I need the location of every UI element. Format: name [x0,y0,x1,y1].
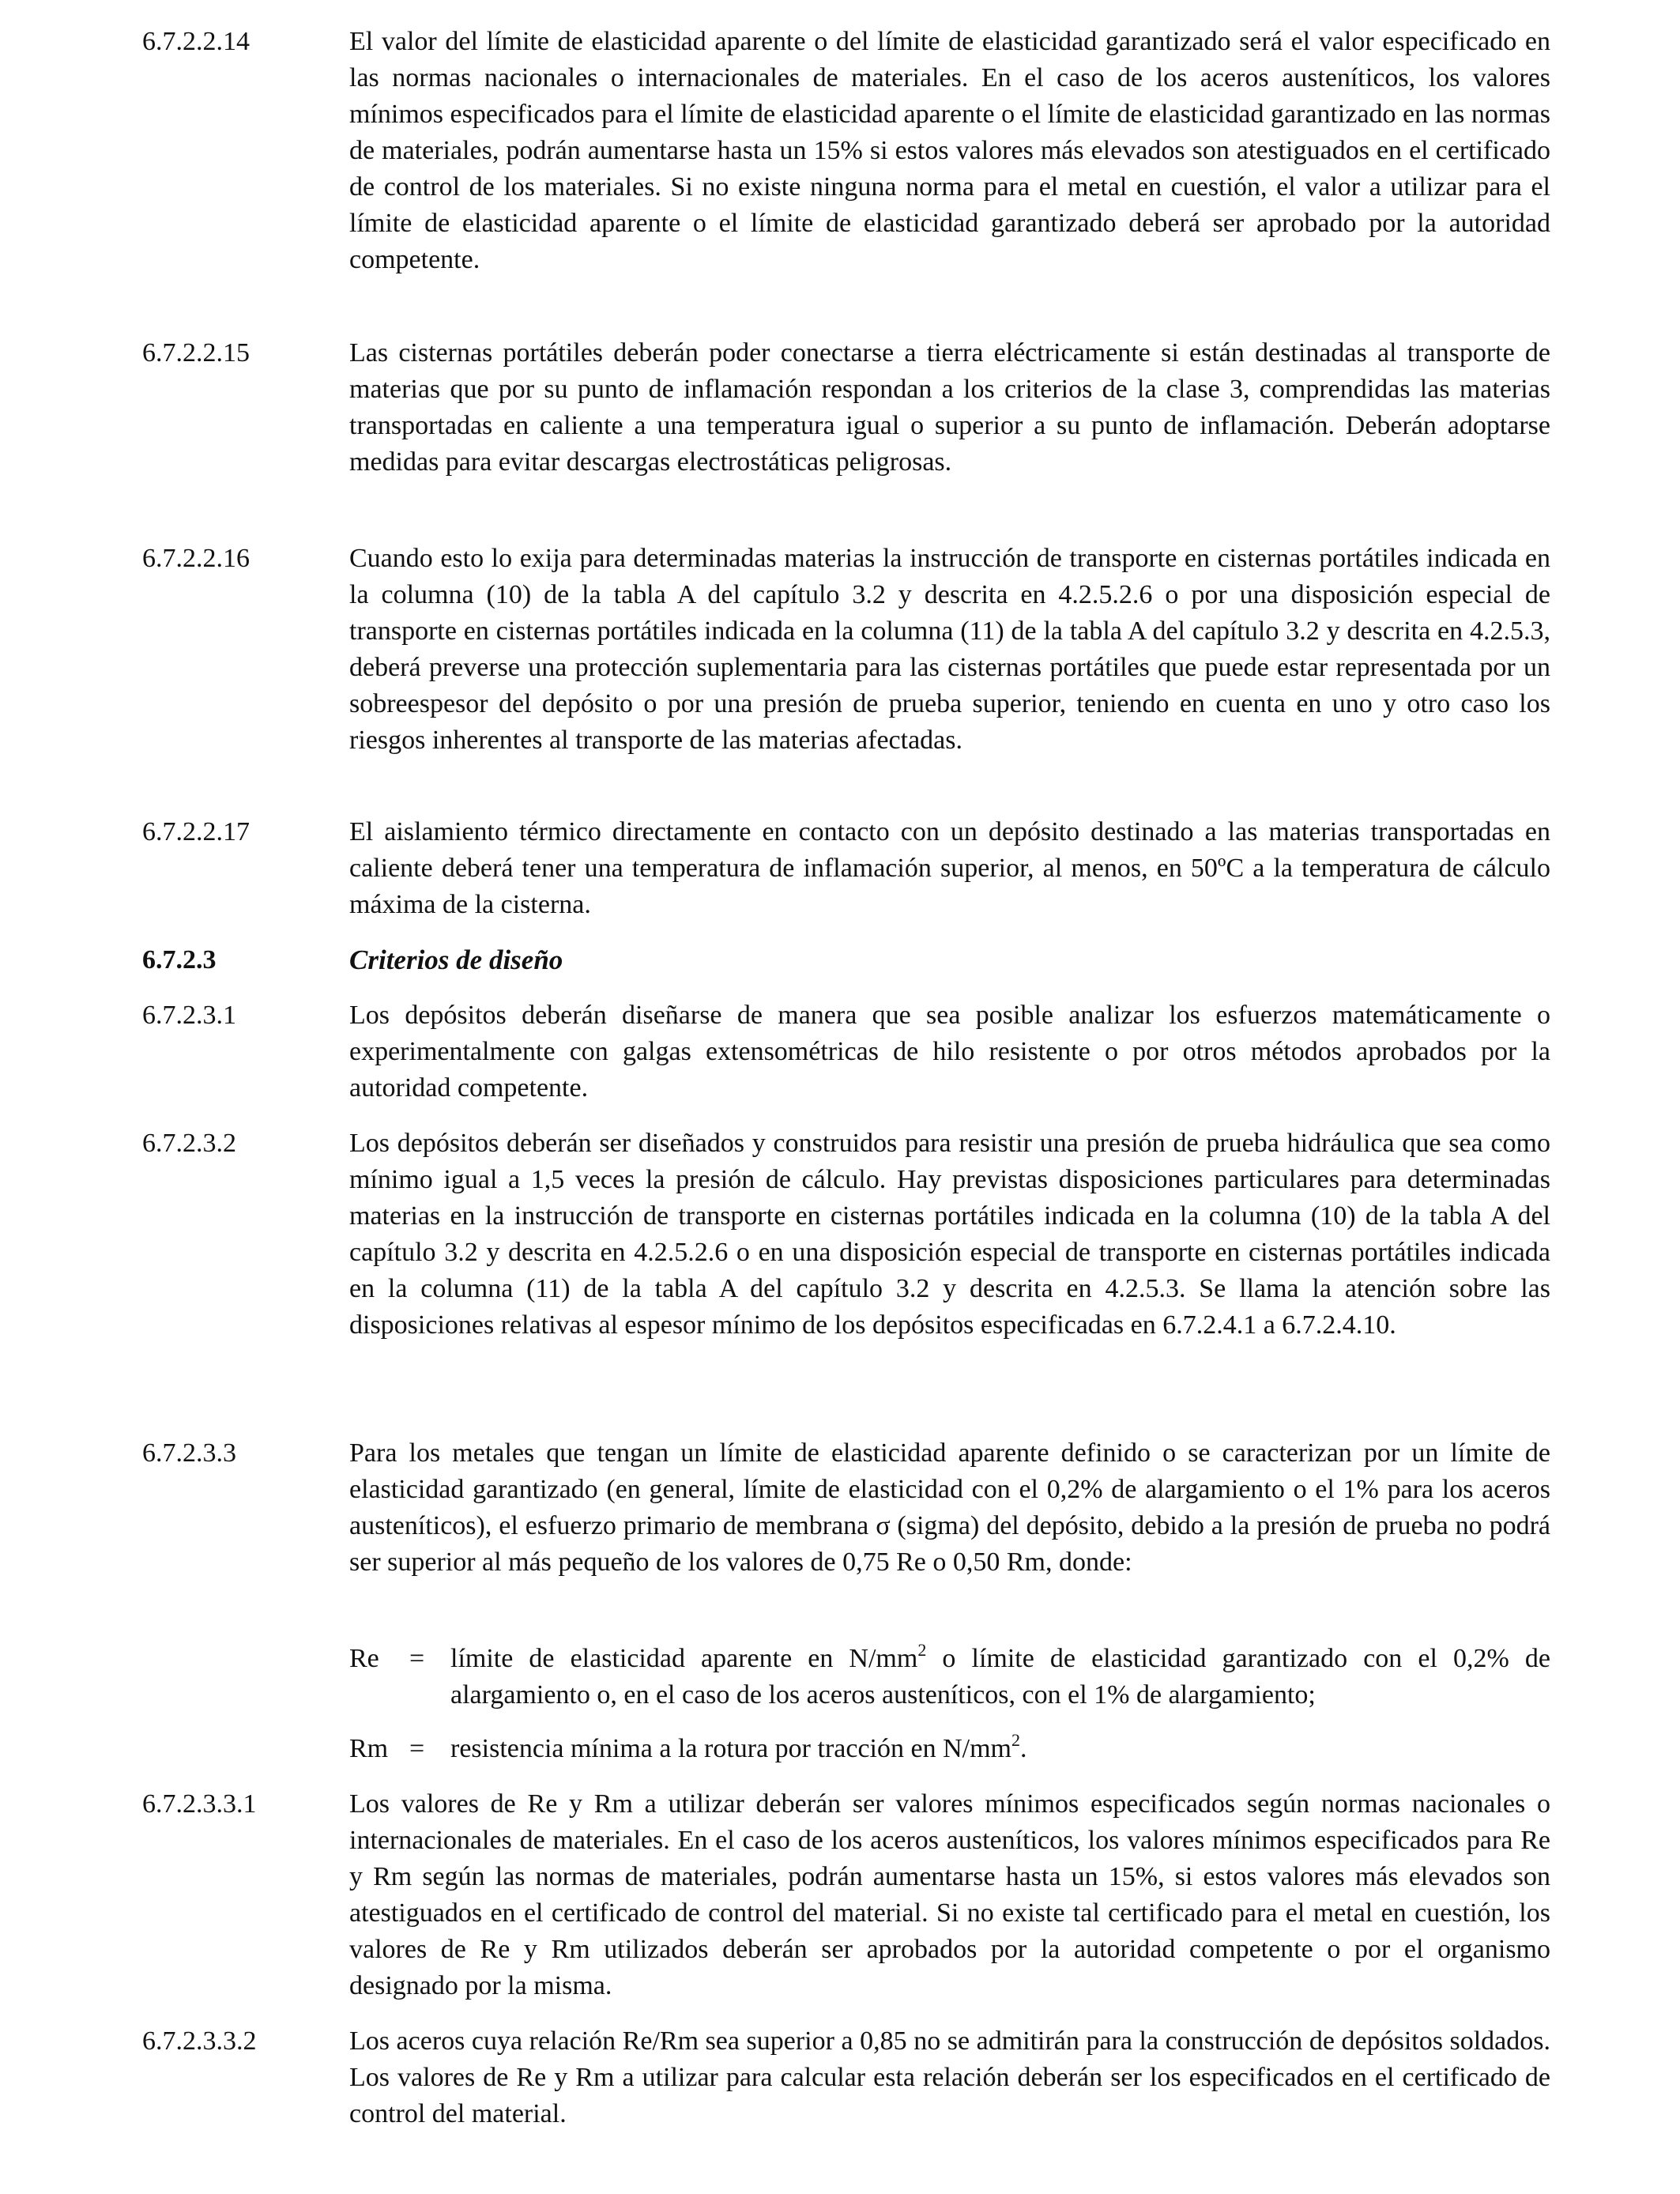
definition-equals: = [409,1734,425,1763]
paragraph-text: Para los metales que tengan un límite de elasticidad aparente definido o se caracterizan por un límite de elasticidad garantizado (en general, límite de elasticidad con el 0,2% de alargamiento o el 1% para los aceros austeníticos), el esfuerzo primario de membrana σ (sigma) del depósito, debido a la presión de prueba no podrá ser superior al más pequeño de los valores de 0,75 Re o 0,50 Rm, donde: [349,1438,1550,1577]
section-number: 6.7.2.3.2 [142,1129,236,1158]
paragraph-text: Las cisternas portátiles deberán poder conectarse a tierra eléctricamente si están destinadas al transporte de materias que por su punto de inflamación respondan a los criterios de la clase 3, comprendidas las materias transportadas en caliente a una temperatura igual o superior a su punto de inflamación. Deberán adoptarse medidas para evitar descargas electrostáticas peligrosas. [349,338,1550,477]
section-number: 6.7.2.2.17 [142,817,250,846]
paragraph-text: Cuando esto lo exija para determinadas materias la instrucción de transporte en cisternas portátiles indicada en la columna (10) de la tabla A del capítulo 3.2 y descrita en 4.2.5.2.6 o por una disposición especial de transporte en cisternas portátiles indicada en la columna (11) de la tabla A del capítulo 3.2 y descrita en 4.2.5.3, deberá preverse una protección suplementaria para las cisternas portátiles que puede estar representada por un sobreespesor del depósito o por una presión de prueba superior, teniendo en cuenta en uno y otro caso los riesgos inherentes al transporte de las materias afectadas. [349,544,1550,755]
section-number: 6.7.2.2.15 [142,338,250,368]
paragraph-text: El valor del límite de elasticidad aparente o del límite de elasticidad garantizado será el valor especificado en las normas nacionales o internacionales de materiales. En el caso de los aceros austeníticos, los valores mínimos especificados para el límite de elasticidad aparente o el límite de elasticidad garantizado en las normas de materiales, podrán aumentarse hasta un 15% si estos valores más elevados son atestiguados en el certificado de control de los materiales. Si no existe ninguna norma para el metal en cuestión, el valor a utilizar para el límite de elasticidad aparente o el límite de elasticidad garantizado deberá ser aprobado por la autoridad competente. [349,27,1550,274]
definition-text-part: o límite de elasticidad garantizado con el 0,2% de alargamiento o, en el caso de los aceros austeníticos, con el 1% de alargamiento; [450,1644,1550,1710]
definition-text-part: resistencia mínima a la rotura por tracción en N/mm [450,1734,1011,1763]
definition-text [450,1731,1550,1767]
section-number: 6.7.2.3 [142,945,217,974]
definition-text [450,1641,1550,1713]
definition-equals: = [409,1644,425,1673]
superscript: 2 [917,1640,927,1660]
section-number: 6.7.2.3.1 [142,1001,236,1030]
section-title: Criterios de diseño [349,944,563,975]
paragraph-text: Los valores de Re y Rm a utilizar deberán ser valores mínimos especificados según normas nacionales o internacionales de materiales. En el caso de los aceros austeníticos, los valores mínimos especificados para Re y Rm según las normas de materiales, podrán aumentarse hasta un 15%, si estos valores más elevados son atestiguados en el certificado de control del material. Si no existe tal certificado para el metal en cuestión, los valores de Re y Rm utilizados deberán ser aprobados por la autoridad competente o por el organismo designado por la misma. [349,1789,1550,2000]
superscript: 2 [1011,1730,1020,1750]
definition-term: Re [349,1644,379,1673]
paragraph-text: Los depósitos deberán ser diseñados y construidos para resistir una presión de prueba hidráulica que sea como mínimo igual a 1,5 veces la presión de cálculo. Hay previstas disposiciones particulares para determinadas materias en la instrucción de transporte en cisternas portátiles indicada en la columna (10) de la tabla A del capítulo 3.2 y descrita en 4.2.5.2.6 o en una disposición especial de transporte en cisternas portátiles indicada en la columna (11) de la tabla A del capítulo 3.2 y descrita en 4.2.5.3. Se llama la atención sobre las disposiciones relativas al espesor mínimo de los depósitos especificadas en 6.7.2.4.1 a 6.7.2.4.10. [349,1129,1550,1340]
section-number: 6.7.2.2.14 [142,27,250,56]
section-number: 6.7.2.2.16 [142,544,250,573]
paragraph-text: Los depósitos deberán diseñarse de manera que sea posible analizar los esfuerzos matemáticamente o experimentalmente con galgas extensométricas de hilo resistente o por otros métodos aprobados por la autoridad competente. [349,1001,1550,1103]
definition-term: Rm [349,1734,389,1763]
paragraph-text: El aislamiento térmico directamente en contacto con un depósito destinado a las materias transportadas en caliente deberá tener una temperatura de inflamación superior, al menos, en 50ºC a la temperatura de cálculo máxima de la cisterna. [349,817,1550,919]
paragraph-text: Los aceros cuya relación Re/Rm sea superior a 0,85 no se admitirán para la construcción de depósitos soldados. Los valores de Re y Rm a utilizar para calcular esta relación deberán ser los especificados en el certificado de control del material. [349,2026,1550,2128]
section-number: 6.7.2.3.3.1 [142,1789,257,1819]
section-number: 6.7.2.3.3 [142,1438,236,1468]
definition-text-part: límite de elasticidad aparente en N/mm [450,1644,918,1673]
section-number: 6.7.2.3.3.2 [142,2026,257,2056]
definition-text-part: . [1019,1734,1027,1763]
